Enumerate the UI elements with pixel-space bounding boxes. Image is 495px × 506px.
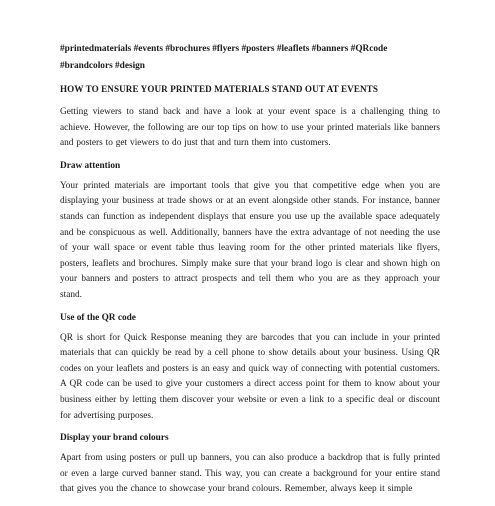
intro-paragraph: Getting viewers to stand back and have a look at your event space is a challenging thing to achieve. However, the following are our top tips on how to use your printed materials like banners and posters to get viewers to do just that and turn them into customers. [60,107,440,149]
document-page [60,41,440,506]
section-draw-attention [60,160,440,304]
section-heading: Use of the QR code [60,312,136,323]
section-brand-colours [60,432,440,498]
section-paragraph: Your printed materials are important tools that give you that competitive edge when you are displaying your business at trade shows or at an event alongside other stands. For instance, banner stands can function as independent displays that ensure you use up the available space adequately and be conspicuous as well. Additionally, banners have the extra advantage of not needing the use of your wall space or event table thus leaving room for the other printed materials like flyers, posters, leaflets and brochures. Simply make sure that your brand logo is clear and shown high on your banners and posters to attract prospects and tell them who you are as they approach your stand. [60,180,440,300]
hashtag-line: #printedmaterials #events #brochures #flyers #posters #leaflets #banners #QRcode #brandcolors #design [60,44,388,71]
section-heading: Display your brand colours [60,433,169,444]
section-heading: Draw attention [60,160,121,171]
section-qr-code [60,312,440,425]
section-paragraph: Apart from using posters or pull up banners, you can also produce a backdrop that is fully printed or even a large curved banner stand. This way, you can create a background for your entire stand that gives you the chance to showcase your brand colours. Remember, always keep it simple [60,453,440,495]
section-paragraph: QR is short for Quick Response meaning they are barcodes that you can include in your printed materials that can quickly be read by a cell phone to show details about your business. Using QR codes on your leaflets and posters is an easy and quick way of connecting with potential customers. A QR code can be used to give your customers a direct access point for them to know about your business either by letting them discover your website or even a link to a specific deal or discount for advertising purposes. [60,332,440,421]
document-title: HOW TO ENSURE YOUR PRINTED MATERIALS STAND OUT AT EVENTS [60,84,378,94]
